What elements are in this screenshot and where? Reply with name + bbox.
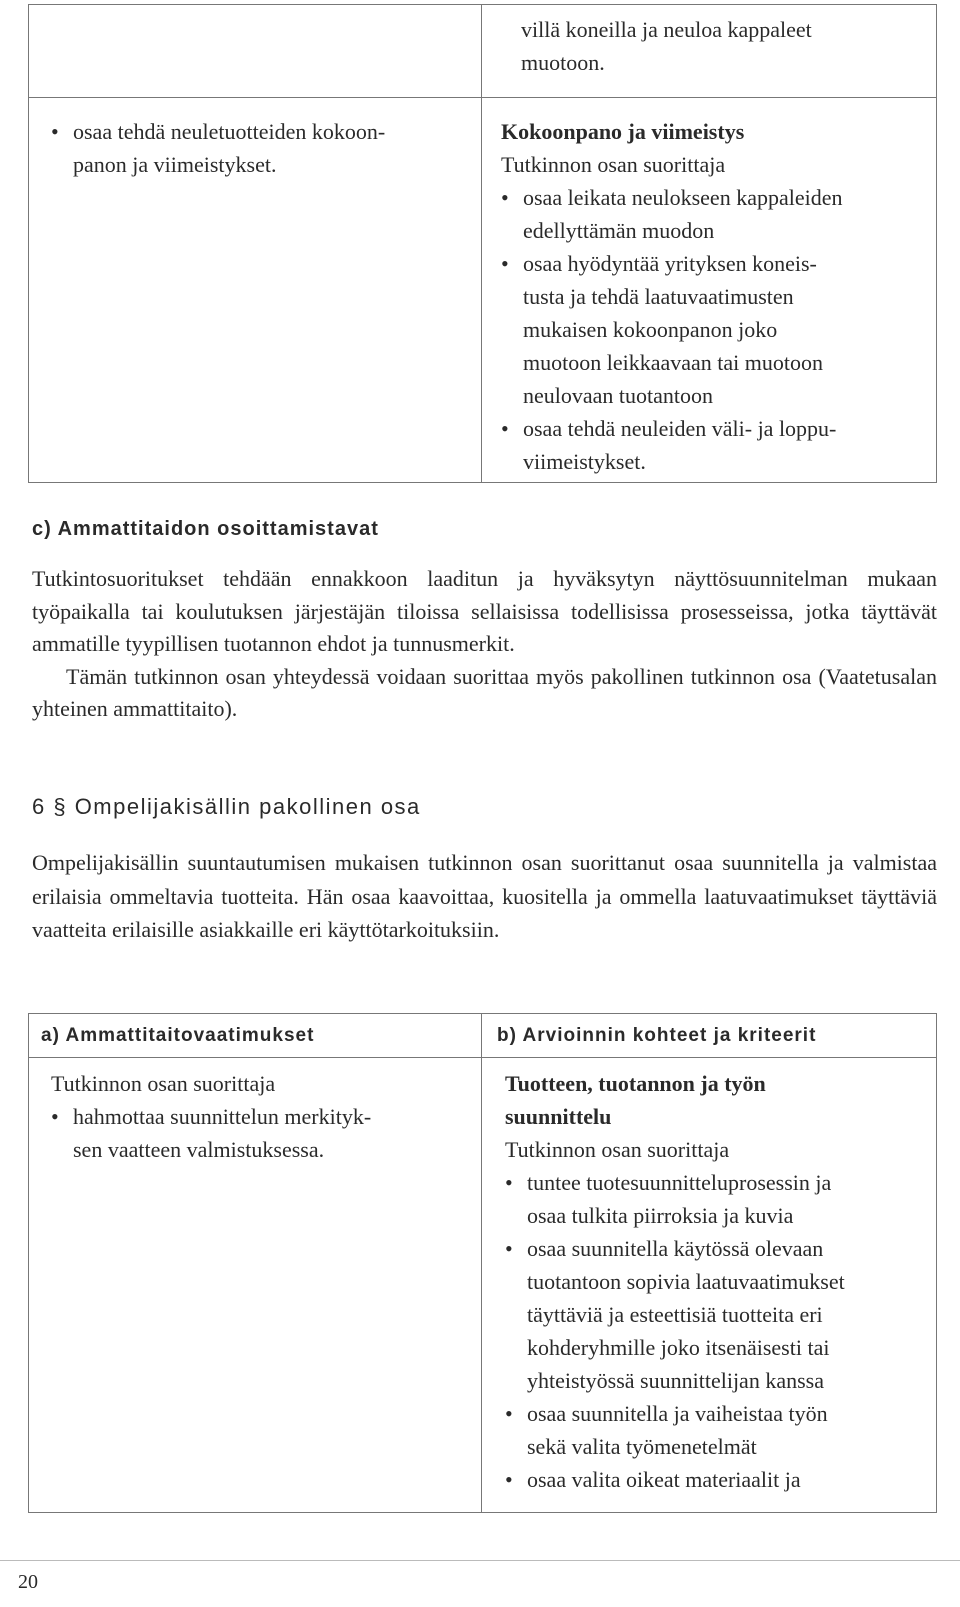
list-item: • hahmottaa suunnittelun merkityk- sen vaatteen valmistuksessa. (51, 1100, 471, 1166)
cell-heading: Kokoonpano ja viimeistys (501, 119, 745, 144)
list-item: • osaa valita oikeat materiaalit ja (505, 1463, 931, 1496)
column-header-requirements: a) Ammattitaitovaatimukset (41, 1025, 315, 1046)
bullet-list (51, 1100, 471, 1166)
section-c-title: c) Ammattitaidon osoittamistavat (32, 518, 379, 540)
list-item: • osaa tehdä neuleiden väli- ja loppu- viimeistykset. (501, 412, 931, 478)
bullet-list (51, 115, 471, 181)
list-item: • osaa hyödyntää yrityksen koneis- tusta ja tehdä laatuvaatimusten mukaisen kokoonpanon joko muotoon leikkaavaan tai muotoon neulovaan tuotantoon (501, 247, 931, 412)
section-6-title: 6 § Ompelijakisällin pakollinen osa (32, 794, 421, 819)
paragraph: Tämän tutkinnon osan yhteydessä voidaan suorittaa myös pakollinen tutkinnon osa (Vaatetusalan yhteinen ammattitaito). (32, 663, 937, 721)
assessment-cell (505, 1067, 931, 1496)
list-item: • osaa suunnitella ja vaiheistaa työn sekä valita työmenetelmät (505, 1397, 931, 1463)
list-item: • tuntee tuotesuunnitteluprosessin ja osaa tulkita piirroksia ja kuvia (505, 1166, 931, 1232)
bottom-criteria-table (28, 1013, 937, 1513)
list-item: • osaa tehdä neuletuotteiden kokoon- panon ja viimeistykset. (51, 115, 471, 181)
section-6-paragraph: Ompelijakisällin suuntautumisen mukaisen tutkinnon osan suorittanut osaa suunnitella ja valmistaa erilaisia ommeltavia tuotteita. Hän osaa kaavoittaa, kuositella ja ommella laatuvaatimukset täyttäviä vaatteita erilaisille asiakkaille eri käyttötarkoituksiin. (32, 850, 937, 942)
text-line: villä koneilla ja neuloa kappaleet (521, 17, 812, 42)
row2-left-cell (51, 115, 471, 181)
list-item: • osaa leikata neulokseen kappaleiden edellyttämän muodon (501, 181, 931, 247)
page-footer-rule (0, 1560, 960, 1561)
cell-subheading: Tutkinnon osan suorittaja (505, 1137, 730, 1162)
table-column-divider (481, 1014, 482, 1512)
table-header-divider (29, 1057, 936, 1058)
list-item: • osaa suunnitella käytössä olevaan tuotantoon sopivia laatuvaatimukset täyttäviä ja esteettisiä tuotteita eri kohderyhmille joko itsenäisesti tai yhteistyössä suunnittelijan kanssa (505, 1232, 931, 1397)
section-c-body (32, 563, 937, 726)
cell-subheading: Tutkinnon osan suorittaja (501, 152, 726, 177)
table-column-divider (481, 5, 482, 482)
cell-heading: Tuotteen, tuotannon ja työn suunnittelu (505, 1071, 766, 1129)
page-number: 20 (18, 1571, 38, 1593)
paragraph: Tutkintosuoritukset tehdään ennakkoon laaditun ja hyväksytyn näyttösuunnitelman mukaan työpaikalla tai koulutuksen järjestäjän tiloissa sellaisissa todellisissa prosesseissa, jotka täyttävät ammatille tyypillisen tuotannon ehdot ja tunnusmerkit. (32, 566, 937, 656)
text-line: muotoon. (521, 50, 605, 75)
top-criteria-table (28, 4, 937, 483)
requirements-cell (51, 1067, 471, 1166)
bullet-list (505, 1166, 931, 1496)
row2-right-cell (501, 115, 931, 478)
row1-right-cell (521, 13, 931, 79)
bullet-list (501, 181, 931, 478)
cell-subheading: Tutkinnon osan suorittaja (51, 1071, 276, 1096)
column-header-assessment: b) Arvioinnin kohteet ja kriteerit (497, 1025, 817, 1046)
table-row-divider (29, 97, 936, 98)
